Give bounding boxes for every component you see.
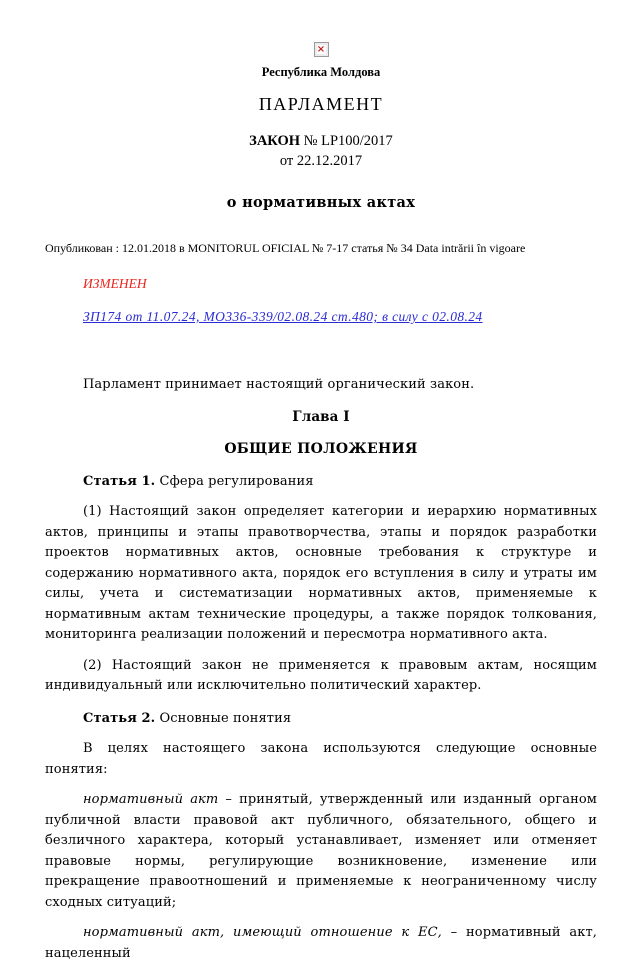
- definition-2-term: нормативный акт, имеющий отношение к ЕС,: [83, 925, 442, 940]
- definitions-intro: В целях настоящего закона используются следующие основные понятия:: [45, 741, 597, 777]
- broken-image-icon: [314, 42, 329, 57]
- chapter-heading: Глава I: [292, 408, 350, 425]
- article-1-heading: [45, 472, 597, 493]
- law-type-label: ЗАКОН: [249, 133, 301, 149]
- amendment-status: ИЗМЕНЕН: [83, 276, 147, 291]
- amendment-link[interactable]: ЗП174 от 11.07.24, МО336-339/02.08.24 ст.480; в силу с 02.08.24: [83, 309, 483, 324]
- institution-name: ПАРЛАМЕНТ: [258, 94, 384, 114]
- definition-2-text: – нормативный акт, нацеленный: [45, 925, 597, 961]
- law-title: о нормативных актах: [226, 194, 416, 211]
- broken-image-x-glyph: ×: [316, 43, 326, 55]
- publication-line: Опубликован : 12.01.2018 в MONITORUL OFICIAL № 7-17 статья № 34 Data intrării în vigoare: [45, 241, 526, 255]
- definition-normative-act: [45, 790, 597, 913]
- chapter-title: ОБЩИЕ ПОЛОЖЕНИЯ: [224, 441, 418, 457]
- law-number: № LP100/2017: [300, 133, 393, 149]
- law-date: от 22.12.2017: [279, 153, 363, 169]
- amendment-link-row: [83, 306, 597, 325]
- article-2-label: Статья 2.: [83, 710, 156, 726]
- definition-1-term: нормативный акт: [83, 792, 219, 807]
- emblem-row: [45, 42, 597, 57]
- law-heading: [45, 131, 597, 151]
- article-1-title: Сфера регулирования: [155, 473, 314, 489]
- article-2-heading: [45, 709, 597, 730]
- article-1-paragraph-2: (2) Настоящий закон не применяется к правовым актам, носящим индивидуальный или исключительно политический характер.: [45, 657, 597, 693]
- enactment-paragraph: Парламент принимает настоящий органический закон.: [83, 377, 475, 392]
- country-name: Республика Молдова: [261, 65, 381, 79]
- definition-eu-related-act: [45, 923, 597, 964]
- definition-1-text: – принятый, утвержденный или изданный органом публичной власти правовой акт публичного, обязательного, общего и безличного характера, который устанавливает, изменяет или отменяет правовые нормы, регулирующие возникновение, изменение или прекращение правоотношений и применяемые к неограниченному числу сходных ситуаций;: [45, 792, 597, 910]
- article-2-title: Основные понятия: [155, 710, 292, 726]
- article-1-paragraph-1: (1) Настоящий закон определяет категории и иерархию нормативных актов, принципы и этапы правотворчества, этапы и порядок разработки проектов нормативных актов, основные требования к структуре и содержанию нормативного акта, порядок его вступления в силу и утраты им силы, учета и систематизации нормативных актов, применяемые к нормативным актам технические процедуры, а также порядок толкования, мониторинга реализации положений и пересмотра нормативного акта.: [45, 504, 597, 642]
- article-1-label: Статья 1.: [83, 473, 156, 489]
